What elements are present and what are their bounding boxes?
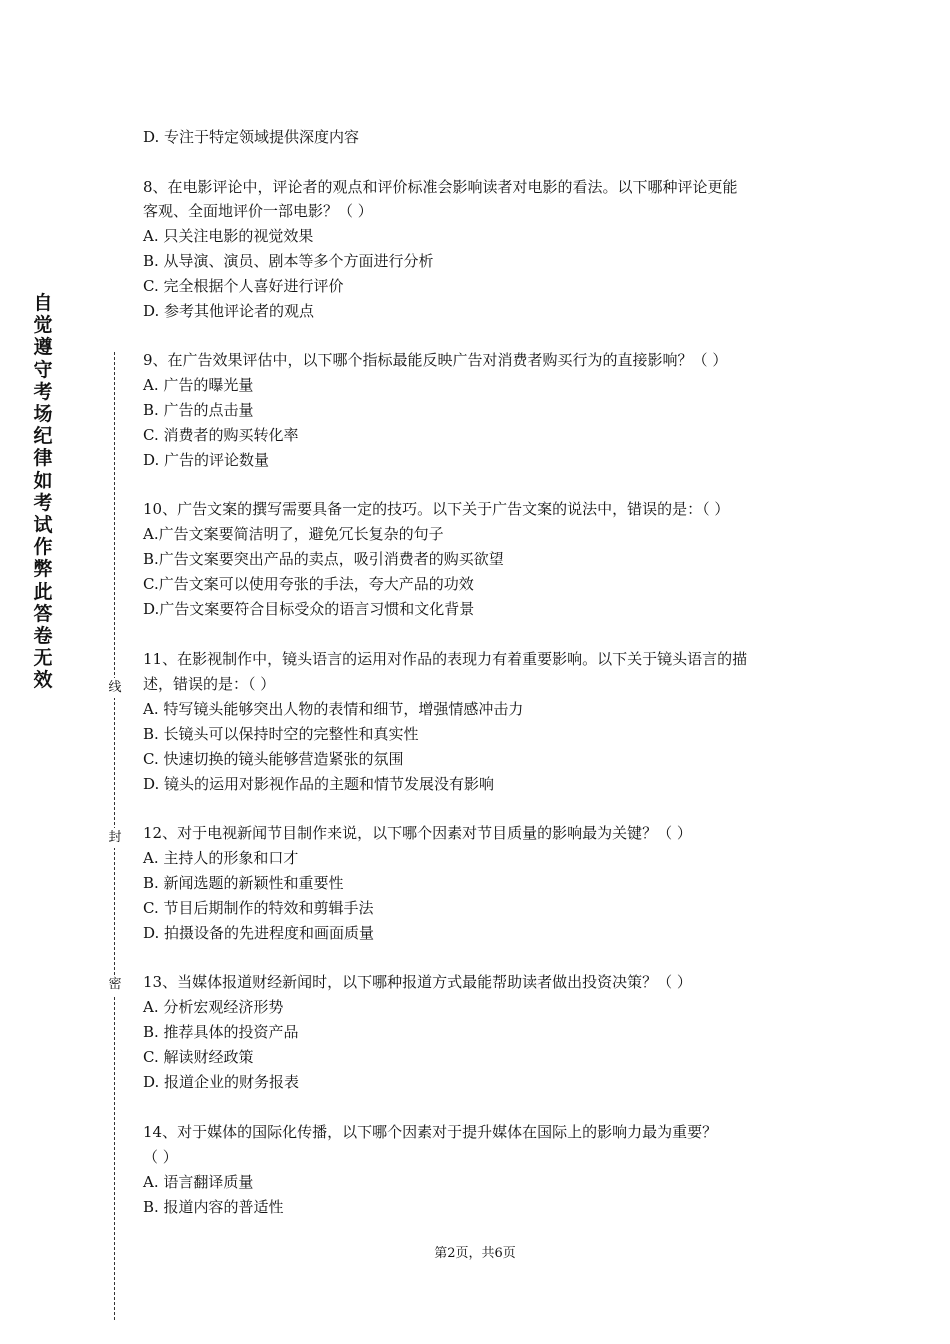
- question-text: 12、对于电视新闻节目制作来说，以下哪个因素对节目质量的影响最为关键？（ ）: [143, 824, 692, 842]
- question-text: （ ）: [143, 1148, 178, 1166]
- question-text: 8、在电影评论中，评论者的观点和评价标准会影响读者对电影的看法。以下哪种评论更能: [143, 178, 738, 196]
- option-text: A. 主持人的形象和口才: [143, 849, 299, 867]
- exam-discipline-warning: 自 觉 遵 守 考 场 纪 律 如 考 试 作 弊 此 答 卷 无 效: [33, 292, 53, 692]
- cut-label-line: 线: [106, 678, 124, 698]
- question-text: 13、当媒体报道财经新闻时，以下哪种报道方式最能帮助读者做出投资决策？（ ）: [143, 973, 692, 991]
- option-text: C. 完全根据个人喜好进行评价: [143, 277, 344, 295]
- option-text: A. 广告的曝光量: [143, 376, 254, 394]
- option-text: A. 只关注电影的视觉效果: [143, 227, 314, 245]
- option-text: C.广告文案可以使用夸张的手法，夸大产品的功效: [143, 575, 474, 593]
- option-text: C. 解读财经政策: [143, 1048, 254, 1066]
- page-number: 第2页，共6页: [434, 1246, 516, 1261]
- option-text: B. 长镜头可以保持时空的完整性和真实性: [143, 725, 419, 743]
- option-text: B. 报道内容的普适性: [143, 1198, 284, 1216]
- option-text: B. 推荐具体的投资产品: [143, 1023, 299, 1041]
- option-text: A. 语言翻译质量: [143, 1173, 254, 1191]
- option-text: B. 广告的点击量: [143, 401, 254, 419]
- option-text: B. 新闻选题的新颖性和重要性: [143, 874, 344, 892]
- question-text: 10、广告文案的撰写需要具备一定的技巧。以下关于广告文案的说法中，错误的是：（ ）: [143, 500, 730, 518]
- option-text: D. 专注于特定领域提供深度内容: [143, 128, 360, 146]
- option-text: D. 镜头的运用对影视作品的主题和情节发展没有影响: [143, 775, 495, 793]
- option-text: B.广告文案要突出产品的卖点，吸引消费者的购买欲望: [143, 550, 504, 568]
- question-text: 14、对于媒体的国际化传播，以下哪个因素对于提升媒体在国际上的影响力最为重要？: [143, 1123, 718, 1141]
- option-text: C. 快速切换的镜头能够营造紧张的氛围: [143, 750, 404, 768]
- option-text: B. 从导演、演员、剧本等多个方面进行分析: [143, 252, 434, 270]
- option-text: D. 报道企业的财务报表: [143, 1073, 300, 1091]
- option-text: A. 特写镜头能够突出人物的表情和细节，增强情感冲击力: [143, 700, 524, 718]
- option-text: C. 节目后期制作的特效和剪辑手法: [143, 899, 374, 917]
- question-text: 11、在影视制作中，镜头语言的运用对作品的表现力有着重要影响。以下关于镜头语言的描: [143, 650, 748, 668]
- question-text: 9、在广告效果评估中，以下哪个指标最能反映广告对消费者购买行为的直接影响？（ ）: [143, 351, 728, 369]
- cut-label-secret: 密: [106, 975, 124, 995]
- question-text: 述，错误的是：（ ）: [143, 675, 276, 693]
- option-text: A.广告文案要简洁明了，避免冗长复杂的句子: [143, 525, 444, 543]
- option-text: D.广告文案要符合目标受众的语言习惯和文化背景: [143, 600, 475, 618]
- question-text: 客观、全面地评价一部电影？（ ）: [143, 202, 373, 220]
- cut-label-seal: 封: [106, 828, 124, 848]
- option-text: D. 参考其他评论者的观点: [143, 302, 315, 320]
- option-text: A. 分析宏观经济形势: [143, 998, 284, 1016]
- option-text: D. 拍摄设备的先进程度和画面质量: [143, 924, 375, 942]
- option-text: C. 消费者的购买转化率: [143, 426, 299, 444]
- option-text: D. 广告的评论数量: [143, 451, 270, 469]
